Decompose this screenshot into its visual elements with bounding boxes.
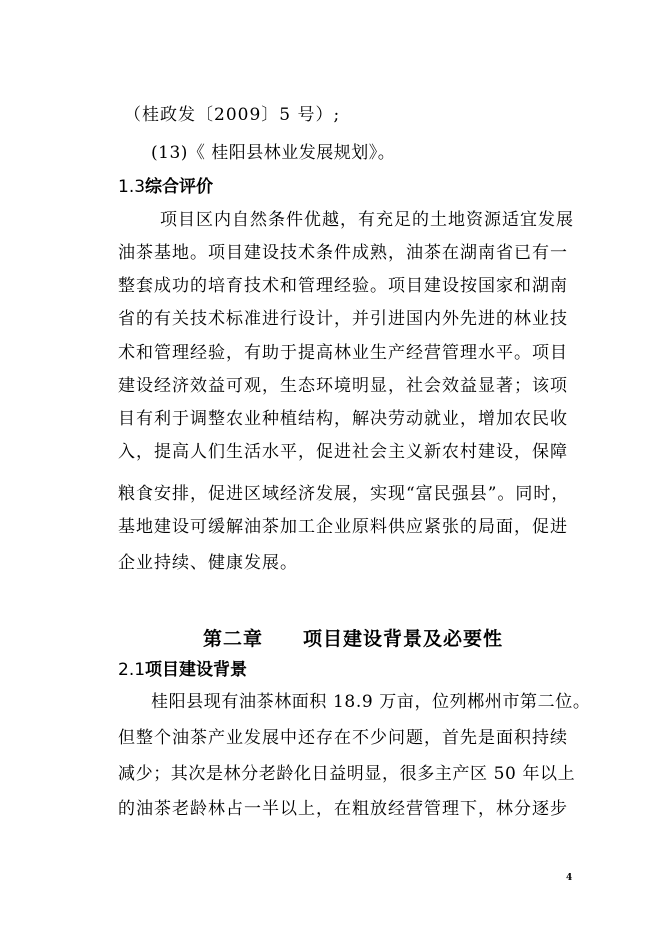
chapter-number: 第二章 — [203, 628, 264, 650]
section-title: 项目建设背景 — [145, 660, 248, 680]
paragraph-line: 省的有关技术标准进行设计，并引进国内外先进的林业技 — [118, 309, 568, 329]
chapter-heading — [203, 624, 503, 651]
text-line: (13)《 桂阳县林业发展规划》。 — [151, 143, 396, 163]
section-number: 2.1 — [118, 660, 146, 680]
paragraph-line: 减少；其次是林分老龄化日益明显，很多主产区 50 年以上 — [118, 764, 576, 784]
paragraph-line: 桂阳县现有油茶林面积 18.9 万亩，位列郴州市第二位。 — [151, 692, 591, 712]
paragraph-line: 术和管理经验，有助于提高林业生产经营管理水平。项目 — [118, 343, 568, 363]
paragraph-line: 目有利于调整农业种植结构，解决劳动就业，增加农民收 — [118, 409, 568, 429]
section-heading-2-1 — [118, 660, 247, 680]
section-title: 综合评价 — [145, 177, 214, 197]
paragraph-line: 项目区内自然条件优越，有充足的土地资源适宜发展 — [160, 210, 574, 230]
text-line: （桂政发〔2009〕5 号）; — [124, 105, 341, 125]
paragraph-line: 企业持续、健康发展。 — [118, 553, 298, 573]
page-number: 4 — [566, 873, 573, 883]
paragraph-line: 的油茶老龄林占一半以上，在粗放经营管理下，林分逐步 — [118, 799, 568, 819]
paragraph-line: 基地建设可缓解油茶加工企业原料供应紧张的局面，促进 — [118, 517, 568, 537]
paragraph-line: 粮食安排，促进区域经济发展，实现“富民强县”。同时， — [118, 484, 570, 504]
section-number: 1.3 — [118, 177, 146, 197]
section-heading-1-3 — [118, 177, 213, 197]
paragraph-line: 整套成功的培育技术和管理经验。项目建设按国家和湖南 — [118, 276, 568, 296]
paragraph-line: 油茶基地。项目建设技术条件成熟，油茶在湖南省已有一 — [118, 243, 568, 263]
paragraph-line: 但整个油茶产业发展中还存在不少问题，首先是面积持续 — [118, 728, 568, 748]
paragraph-line: 入，提高人们生活水平，促进社会主义新农村建设，保障 — [118, 442, 568, 462]
chapter-title: 项目建设背景及必要性 — [303, 628, 504, 650]
paragraph-line: 建设经济效益可观，生态环境明显，社会效益显著；该项 — [118, 376, 568, 396]
